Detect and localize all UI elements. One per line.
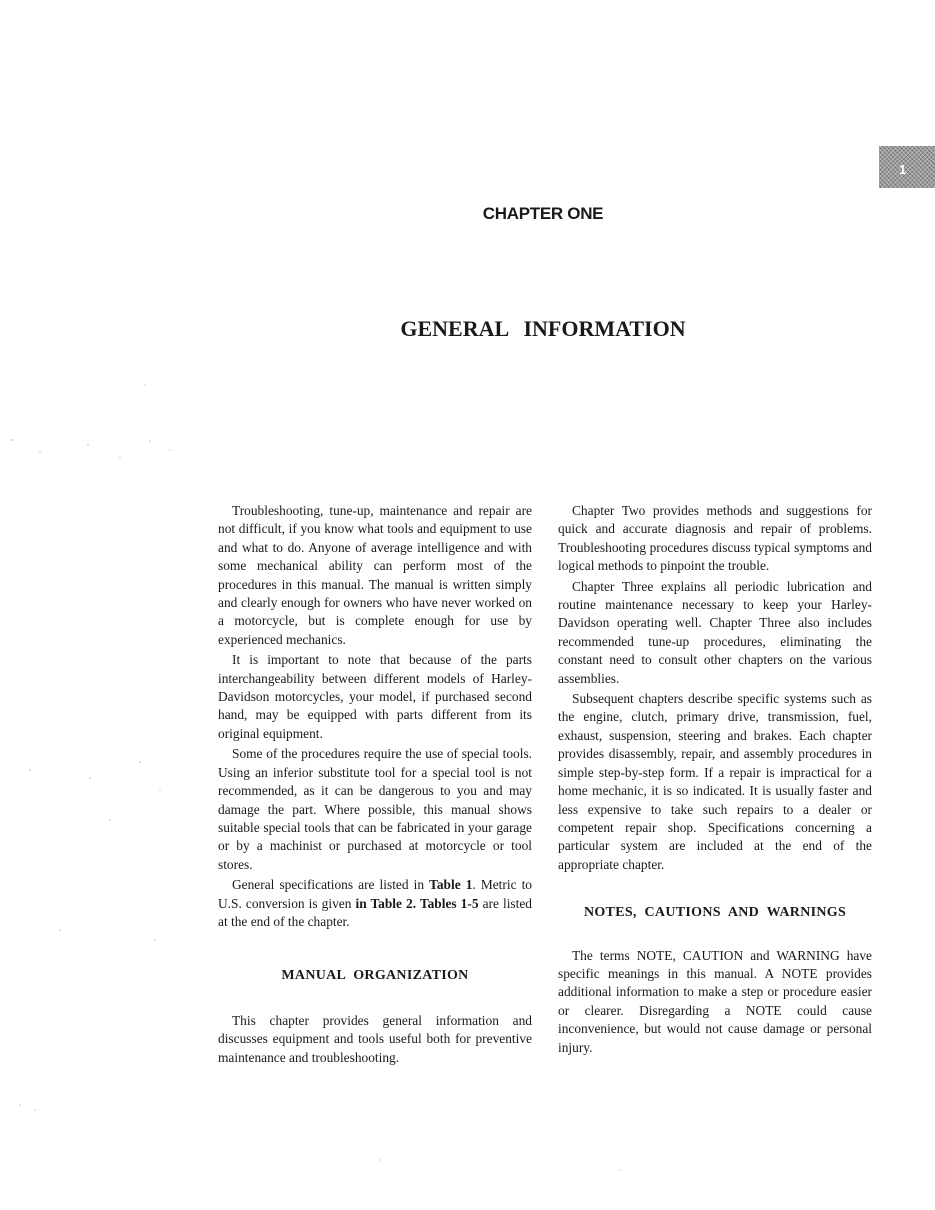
spec-text-3: are listed at the end of the chapter. xyxy=(218,895,532,929)
spec-text-1: General specifications are listed in xyxy=(232,877,430,893)
chapter-title: GENERAL INFORMATION xyxy=(400,316,686,341)
manual-organization-heading: MANUAL ORGANIZATION xyxy=(281,968,469,984)
manual-organization-paragraph: This chapter provides general information and discusses equipment and tools useful both for preventive maintenance and troubleshooting. xyxy=(218,1012,532,1065)
left-column xyxy=(218,502,532,1069)
chapter-tab-marker xyxy=(879,146,935,188)
notes-cautions-warnings-heading: NOTES, CAUTIONS AND WARNINGS xyxy=(583,905,847,921)
chapter-three-paragraph: Chapter Three explains all periodic lubrication and routine maintenance necessary to keep your Harley-Davidson operating well. Chapter Three also includes recommended tune-up procedures, eliminating the constant need to consult other chapters on the various assemblies. xyxy=(558,578,872,686)
table-1-ref: Table 1 xyxy=(429,877,473,893)
specifications-paragraph xyxy=(218,876,532,931)
spec-text-2: . Metric to U.S. conversion is given xyxy=(218,877,532,911)
chapter-label: CHAPTER ONE xyxy=(482,204,604,223)
right-column xyxy=(558,502,872,1059)
intro-paragraph: Troubleshooting, tune-up, maintenance and repair are not difficult, if you know what tools and equipment to use and what to do. Anyone of average intelligence and with some mechanical ability can perform most of the procedures in this manual. The manual is written simply and clearly enough for owners who have never worked on a motorcycle, but is complete enough for use by experienced mechanics. xyxy=(218,503,532,647)
notes-paragraph: The terms NOTE, CAUTION and WARNING have specific meanings in this manual. A NOTE provides additional information to make a step or procedure easier or clearer. Disregarding a NOTE could cause inconvenience, but would not cause damage or personal injury. xyxy=(558,947,872,1055)
chapter-two-paragraph: Chapter Two provides methods and suggestions for quick and accurate diagnosis and repair of problems. Troubleshooting procedures discuss typical symptoms and logical methods to pinpoint the trouble. xyxy=(558,503,872,574)
tools-paragraph: Some of the procedures require the use of special tools. Using an inferior substitute tool for a special tool is not recommended, as it can be dangerous to you and may damage the part. Where possible, this manual shows suitable special tools that can be fabricated in your garage or by a machinist or purchased at motorcycle or tool stores. xyxy=(218,746,532,872)
parts-paragraph: It is important to note that because of the parts interchangeability between different models of Harley-Davidson motorcycles, your model, if purchased second hand, may be equipped with parts different from its original equipment. xyxy=(218,652,532,741)
chapter-tab-number: 1 xyxy=(899,162,907,177)
subsequent-chapters-paragraph: Subsequent chapters describe specific systems such as the engine, clutch, primary drive, transmission, fuel, exhaust, suspension, steering and brakes. Each chapter provides disassembly, repair, and assembly procedures in simple step-by-step form. If a repair is impractical for a home mechanic, it is so indicated. It is usually faster and less expensive to take such repairs to a dealer or competent repair shop. Specifications concerning a particular system are included at the end of the appropriate chapter. xyxy=(558,691,872,872)
table-2-ref: in Table 2. Tables 1-5 xyxy=(355,895,479,911)
